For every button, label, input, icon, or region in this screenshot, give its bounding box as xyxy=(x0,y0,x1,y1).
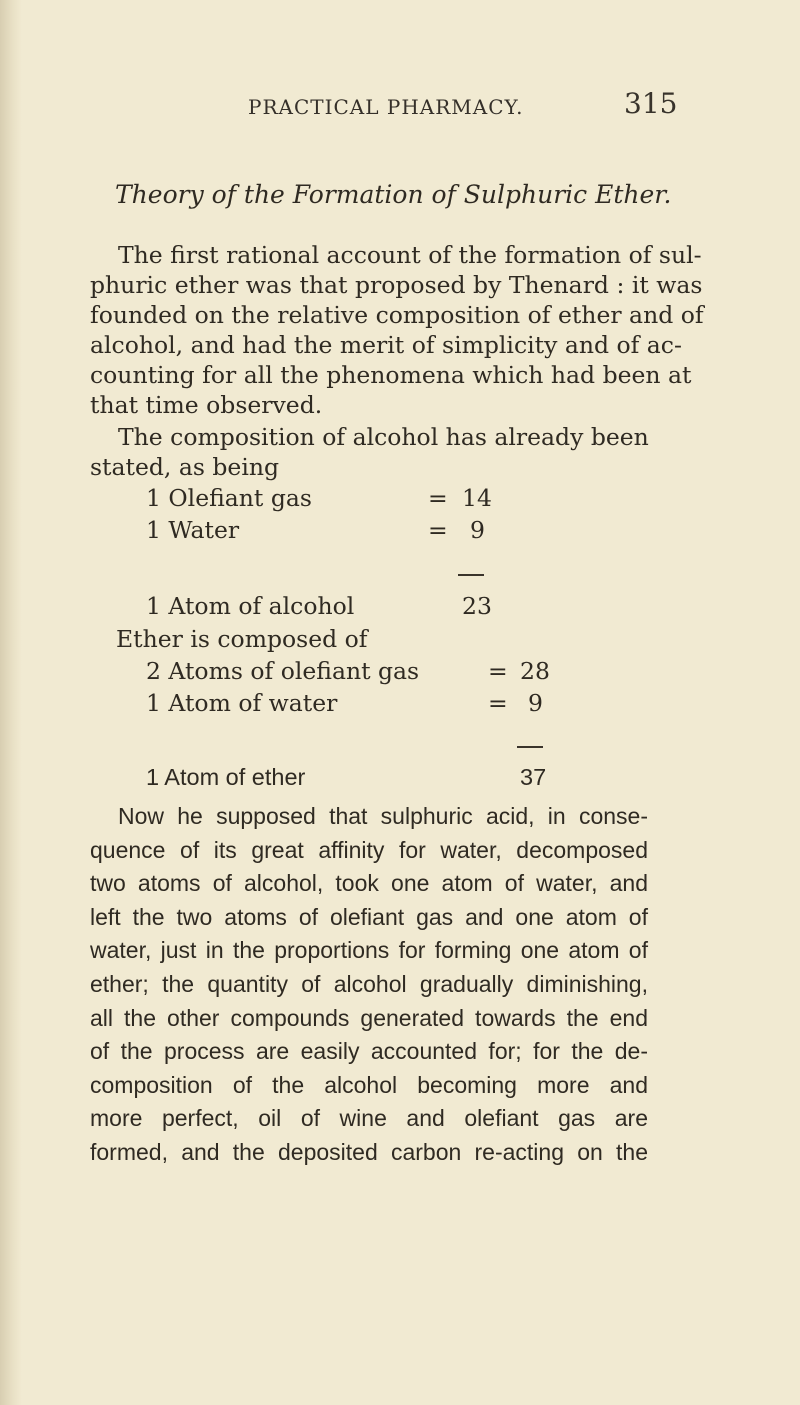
section-title: Theory of the Formation of Sulphuric Ether. xyxy=(115,180,672,209)
row-value: 9 xyxy=(470,516,485,544)
page-number: 315 xyxy=(624,87,678,120)
row-value: 14 xyxy=(462,484,492,512)
equals-sign: = xyxy=(428,516,448,544)
total-value: 37 xyxy=(520,764,547,790)
row-label: 1 Olefiant gas xyxy=(146,484,312,512)
paragraph-line: formed, and the deposited carbon re-acting on the xyxy=(90,1138,648,1165)
ether-intro: Ether is composed of xyxy=(116,625,368,653)
paragraph-line: more perfect, oil of wine and olefiant gas are xyxy=(90,1105,648,1132)
paragraph-line: founded on the relative composition of ether and of xyxy=(90,301,704,329)
row-value: 9 xyxy=(528,689,543,717)
paragraph-line: The composition of alcohol has already been xyxy=(118,423,649,451)
paragraph-line: left the two atoms of olefiant gas and one atom of xyxy=(90,903,648,930)
row-label: 1 Atom of water xyxy=(146,689,338,717)
paragraph-2 xyxy=(90,422,648,482)
row-label: 1 Water xyxy=(146,516,240,544)
paragraph-line: ether; the quantity of alcohol gradually diminishing, xyxy=(90,970,648,997)
total-label: 1 Atom of ether xyxy=(146,764,306,790)
paragraph-line: that time observed. xyxy=(90,391,323,419)
paragraph-line: two atoms of alcohol, took one atom of water, and xyxy=(90,870,648,897)
equals-sign: = xyxy=(488,657,508,685)
equals-sign: = xyxy=(488,689,508,717)
running-head: PRACTICAL PHARMACY. xyxy=(248,95,524,119)
total-label: 1 Atom of alcohol xyxy=(146,592,355,620)
equals-sign: = xyxy=(428,484,448,512)
paragraph-1 xyxy=(90,240,704,420)
row-value: 28 xyxy=(520,657,550,685)
paragraph-line: of the process are easily accounted for; for the de- xyxy=(90,1038,648,1065)
paragraph-line: phuric ether was that proposed by Thenard : it was xyxy=(90,271,703,299)
sum-rule xyxy=(517,746,543,748)
paragraph-line: counting for all the phenomena which had been at xyxy=(90,361,692,389)
paragraph-line: stated, as being xyxy=(90,453,280,481)
paragraph-line: composition of the alcohol becoming more and xyxy=(90,1071,648,1098)
paragraph-line: Now he supposed that sulphuric acid, in conse- xyxy=(118,803,648,829)
sum-rule xyxy=(458,574,484,576)
paragraph-line: alcohol, and had the merit of simplicity and of ac- xyxy=(90,331,682,359)
paragraph-line: all the other compounds generated towards the end xyxy=(90,1004,648,1031)
total-value: 23 xyxy=(462,592,492,620)
paragraph-line: The first rational account of the formation of sul- xyxy=(118,241,702,269)
row-label: 2 Atoms of olefiant gas xyxy=(146,657,420,685)
paragraph-line: quence of its great affinity for water, decomposed xyxy=(90,836,648,863)
paragraph-3 xyxy=(90,800,648,1170)
paragraph-line: water, just in the proportions for forming one atom of xyxy=(90,937,648,964)
